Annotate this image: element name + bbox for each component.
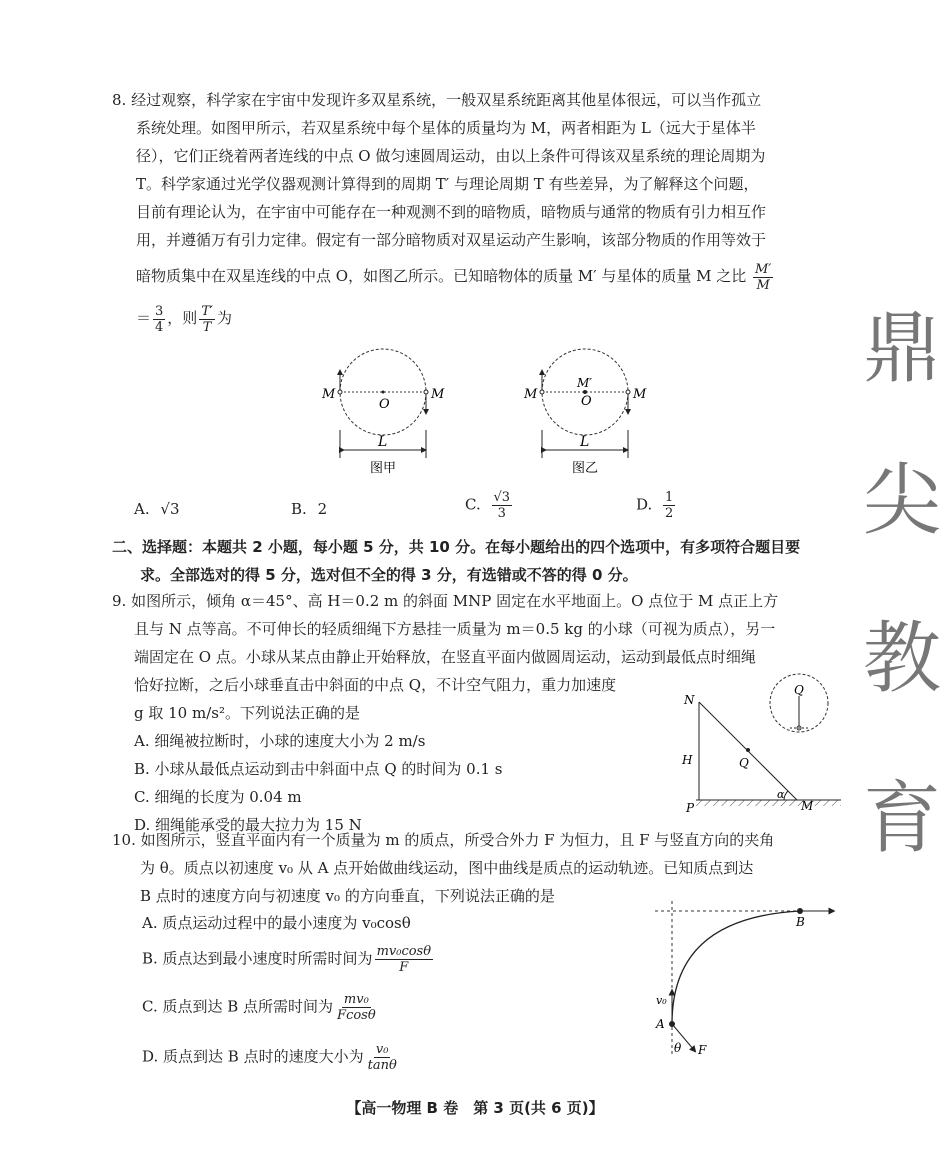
point-Q <box>746 748 750 752</box>
q8-line: 用，并遵循万有引力定律。假定有一部分暗物质对双星运动产生影响，该部分物质的作用等效于 <box>136 231 767 249</box>
figure-pendulum-circle <box>766 670 832 736</box>
ground-hatch <box>696 800 841 806</box>
option-fraction <box>663 490 675 521</box>
watermark-char: 教 <box>862 614 941 704</box>
value-fraction <box>153 304 165 335</box>
q8-line: 径），它们正绕着两者连线的中点 O 做匀速圆周运动，由以上条件可得该双星系统的理论周期为 <box>136 147 766 165</box>
ratio-numerator: M′ <box>755 261 772 277</box>
label-P: P <box>686 801 695 815</box>
label-M-left: M <box>322 387 336 402</box>
label-B: B <box>796 915 805 929</box>
trajectory-curve <box>672 911 800 1024</box>
option-denominator: 3 <box>497 506 506 521</box>
watermark-char: 尖 <box>862 456 941 546</box>
ratio-denominator: M <box>756 277 770 293</box>
label-theta: θ <box>674 1041 682 1055</box>
option-numerator: v₀ <box>375 1042 389 1057</box>
q8-ratio-line <box>112 254 834 298</box>
option-denominator: Fcosθ <box>337 1008 376 1023</box>
q10-line: 为 θ。质点以初速度 v₀ 从 A 点开始做曲线运动，图中曲线是质点的运动轨迹。已知质点到达 <box>140 859 754 877</box>
q8-line: 目前有理论认为，在宇宙中可能存在一种观测不到的暗物质，暗物质与通常的物质有引力相互作 <box>136 203 767 221</box>
q9-line: 9. 如图所示，倾角 α＝45°、高 H＝0.2 m 的斜面 MNP 固定在水平地面上。O 点位于 M 点正上方 <box>112 592 779 610</box>
option-text: D. 质点到达 B 点时的速度大小为 <box>142 1047 364 1066</box>
option-denominator: tanθ <box>367 1058 397 1073</box>
star-right <box>424 390 428 394</box>
label-F: F <box>698 1043 707 1057</box>
q10-option-a: A. 质点运动过程中的最小速度为 v₀cosθ <box>142 914 411 932</box>
ask-numerator: T′ <box>201 303 213 319</box>
label-alpha: α <box>777 788 785 801</box>
center-point <box>382 391 385 394</box>
option-numerator: √3 <box>493 490 511 505</box>
option-text: C. 质点到达 B 点所需时间为 <box>142 997 334 1016</box>
caption-jia: 图甲 <box>370 461 397 476</box>
q10-line: B 点时的速度方向与初速度 v₀ 的方向垂直，下列说法正确的是 <box>140 887 555 905</box>
label-M-prime: M′ <box>577 376 593 390</box>
q9-line: 端固定在 O 点。小球从某点由静止开始释放，在竖直平面内做圆周运动，运动到最低点时细绳 <box>134 648 756 666</box>
point-B <box>797 908 803 914</box>
option-label: B. <box>291 500 307 518</box>
q9-option-b: B. 小球从最低点运动到击中斜面中点 Q 的时间为 0.1 s <box>134 760 503 778</box>
value-numerator: 3 <box>155 303 164 319</box>
ratio-fraction <box>753 262 773 293</box>
point-A <box>669 1021 675 1027</box>
q9-line: 恰好拉断，之后小球垂直击中斜面的中点 Q，不计空气阻力，重力加速度 <box>134 676 617 694</box>
option-label: A. <box>134 500 150 518</box>
label-L: L <box>378 434 388 450</box>
watermark-char: 育 <box>862 774 941 864</box>
q8-option-c <box>465 490 514 521</box>
q9-option-d: D. 细绳能承受的最大拉力为 15 N <box>134 816 362 834</box>
ask-fraction <box>199 304 215 335</box>
q9-line: g 取 10 m/s²。下列说法正确的是 <box>134 704 360 722</box>
q10-option-b <box>142 944 435 975</box>
value-denominator: 4 <box>155 319 164 335</box>
option-value: 2 <box>317 500 328 518</box>
q10-line: 10. 如图所示，竖直平面内有一个质量为 m 的质点，所受合外力 F 为恒力，且 F 与竖直方向的夹角 <box>112 831 775 849</box>
q8-option-a <box>134 500 180 518</box>
question-8 <box>112 86 834 338</box>
label-Q-circle: Q <box>794 683 804 697</box>
q8-option-b <box>291 500 327 518</box>
q8-line: T。科学家通过光学仪器观测计算得到的周期 T′ 与理论周期 T 有些差异，为了解释这个问题， <box>136 175 759 193</box>
angle-arc <box>784 791 788 800</box>
label-O: O <box>379 397 390 412</box>
option-label: C. <box>465 495 481 514</box>
q10-option-d <box>142 1042 401 1073</box>
q8-option-d <box>636 490 677 521</box>
label-H: H <box>682 753 693 767</box>
q8-line: 系统处理。如图甲所示，若双星系统中每个星体的质量均为 M，两者相距为 L（远大于星体半 <box>136 119 756 137</box>
option-fraction <box>375 944 434 975</box>
section-line: 求。全部选对的得 5 分，选对但不全的得 3 分，有选错或不答的得 0 分。 <box>140 566 638 584</box>
label-M-right: M <box>633 387 647 402</box>
label-v0: v₀ <box>656 994 667 1007</box>
watermark-char: 鼎 <box>862 304 941 394</box>
option-value: √3 <box>160 500 180 518</box>
q9-option-c: C. 细绳的长度为 0.04 m <box>134 788 302 806</box>
option-numerator: mv₀ <box>343 992 369 1007</box>
caption-yi: 图乙 <box>572 461 599 476</box>
then-text: ，则 <box>167 309 198 327</box>
q8-line: 暗物质集中在双星连线的中点 O，如图乙所示。已知暗物体的质量 M′ 与星体的质量 M 之比 <box>136 267 747 285</box>
option-text: B. 质点达到最小速度时所需时间为 <box>142 949 373 968</box>
q10-option-c <box>142 992 380 1023</box>
label-L: L <box>580 434 590 450</box>
q9-option-a: A. 细绳被拉断时，小球的速度大小为 2 m/s <box>134 732 426 750</box>
option-denominator: 2 <box>665 506 674 521</box>
figure-trajectory <box>650 896 840 1061</box>
star-left <box>338 390 342 394</box>
figure-jia <box>318 342 448 482</box>
label-M: M <box>801 799 814 813</box>
option-fraction <box>366 1042 399 1073</box>
star-left <box>540 390 544 394</box>
ask-suffix: 为 <box>216 309 232 327</box>
q9-line: 且与 N 点等高。不可伸长的轻质细绳下方悬挂一质量为 m＝0.5 kg 的小球（可视为质点），另一 <box>134 620 776 638</box>
option-fraction <box>335 992 378 1023</box>
label-A: A <box>656 1017 665 1031</box>
label-O: O <box>581 394 592 409</box>
option-denominator: F <box>399 960 409 975</box>
option-fraction <box>492 490 513 521</box>
section-2-heading <box>112 533 842 589</box>
page-footer: 【高一物理 B 卷 第 3 页(共 6 页)】 <box>346 1099 604 1117</box>
star-right <box>626 390 630 394</box>
equals-sign: ＝ <box>136 309 152 327</box>
section-line: 二、选择题：本题共 2 小题，每小题 5 分，共 10 分。在每小题给出的四个选项中，有多项符合题目要 <box>112 538 801 556</box>
label-M-left: M <box>524 387 538 402</box>
label-Q: Q <box>739 756 749 770</box>
option-numerator: mv₀cosθ <box>376 944 432 959</box>
option-numerator: 1 <box>665 490 674 505</box>
figure-yi <box>520 342 650 482</box>
label-M-right: M <box>431 387 445 402</box>
label-N: N <box>684 693 695 707</box>
q8-line: 8. 经过观察，科学家在宇宙中发现许多双星系统，一般双星系统距离其他星体很远，可以当作孤立 <box>112 91 762 109</box>
ask-denominator: T <box>202 319 212 335</box>
option-label: D. <box>636 495 653 514</box>
q8-ask-line <box>112 298 834 338</box>
